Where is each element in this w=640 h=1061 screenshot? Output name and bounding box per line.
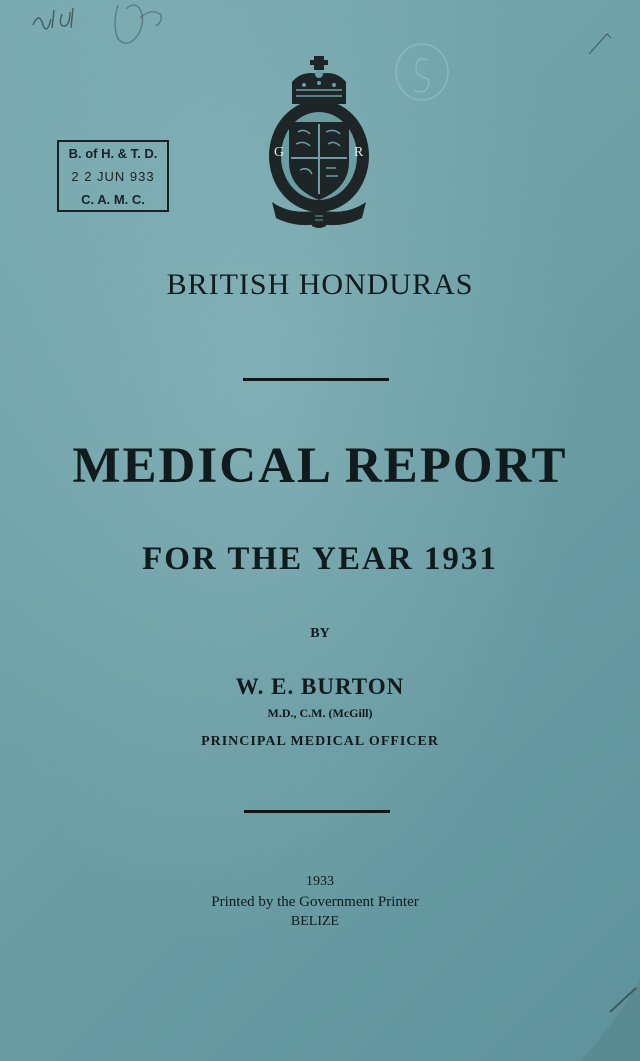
- royal-coat-of-arms-icon: [262, 52, 376, 228]
- author-position: PRINCIPAL MEDICAL OFFICER: [201, 734, 439, 749]
- svg-text:R: R: [354, 145, 364, 160]
- receipt-stamp: [57, 140, 169, 212]
- colony-title: BRITISH HONDURAS: [166, 268, 474, 301]
- divider-bottom: [244, 810, 390, 813]
- stamp-line-1: B. of H. & T. D.: [68, 146, 158, 161]
- imprint-printer: Printed by the Government Printer: [211, 894, 419, 910]
- stamp-line-3: C. A. M. C.: [81, 192, 145, 207]
- svg-text:G: G: [274, 145, 285, 160]
- cover-corner-wear: [540, 960, 640, 1061]
- imprint-place: BELIZE: [290, 914, 340, 929]
- author-qualifications: M.D., C.M. (McGill): [267, 706, 373, 720]
- pencil-circle-mark: [392, 40, 452, 104]
- by-label: BY: [310, 626, 330, 641]
- stamp-date: 2 2 JUN 933: [71, 169, 155, 184]
- handwritten-annotation: [28, 0, 188, 60]
- imprint-year: 1933: [306, 874, 334, 889]
- pencil-mark: [585, 28, 615, 58]
- author-name: W. E. BURTON: [235, 674, 405, 699]
- divider-top: [243, 378, 389, 381]
- report-period: FOR THE YEAR 1931: [142, 541, 498, 577]
- report-title: MEDICAL REPORT: [72, 438, 568, 494]
